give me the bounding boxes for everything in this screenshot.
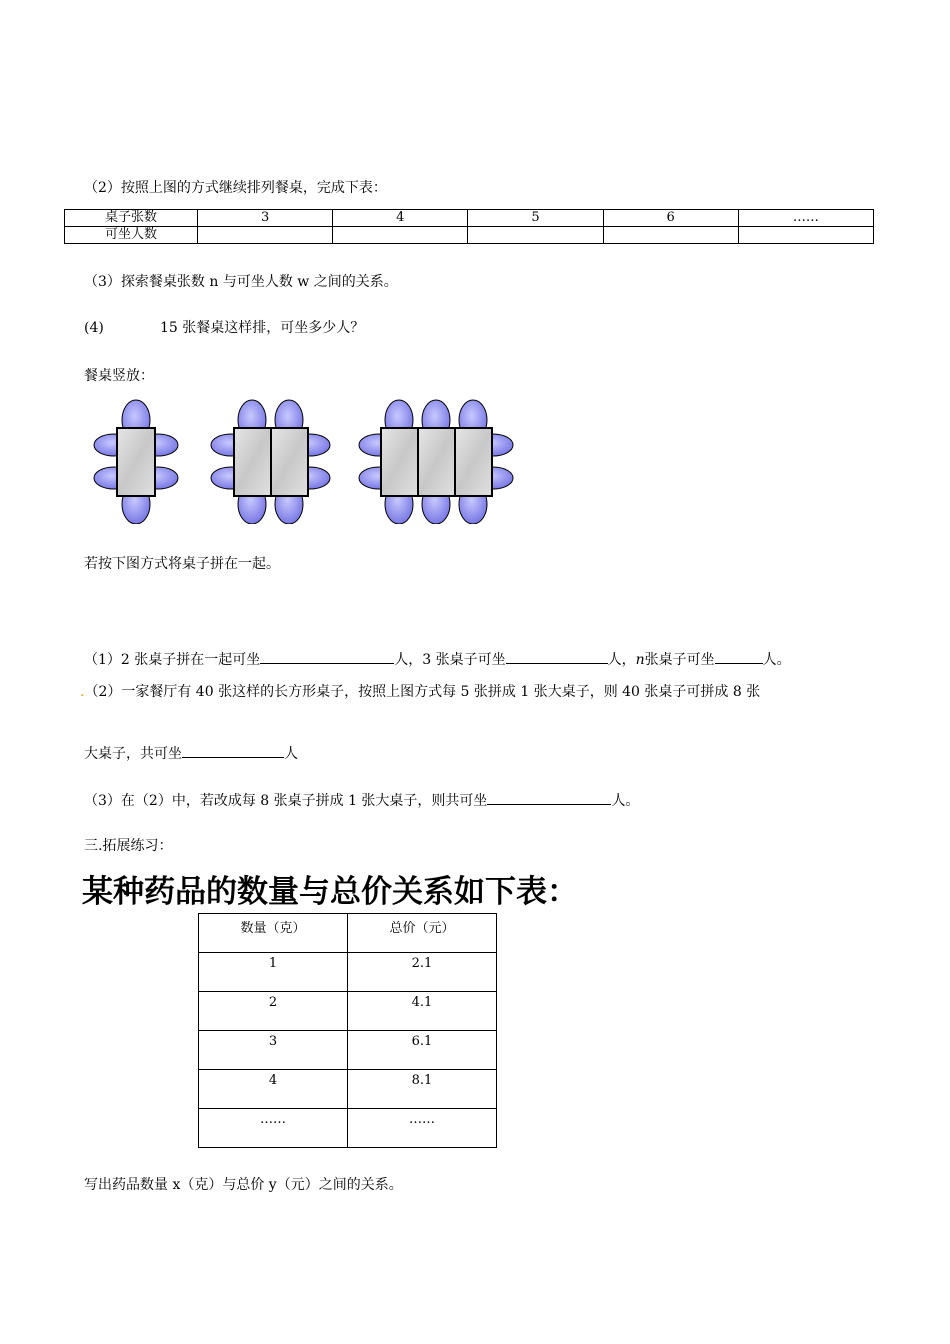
table-icon [418, 428, 455, 496]
table-cell: 4.1 [348, 992, 497, 1031]
part3-q2-text-a: 大桌子，共可坐 [84, 746, 182, 762]
part3-question-2-line2 [84, 743, 298, 763]
part3-q1-text-e: 人。 [762, 652, 791, 668]
table-header-cell: 桌子张数 [65, 210, 198, 227]
table-cell: 6.1 [348, 1031, 497, 1070]
part3-q1-text-c: 人， [607, 652, 636, 668]
answer-blank[interactable] [715, 649, 763, 664]
section3-heading: 某种药品的数量与总价关系如下表： [82, 874, 578, 910]
part3-question-1 [84, 649, 791, 669]
table-cell: 3 [198, 210, 333, 227]
part3-q3-text-a: （3）在（2）中，若改成每 8 张桌子拼成 1 张大桌子，则共可坐 [84, 793, 488, 809]
table-cell: 2.1 [348, 953, 497, 992]
question-3-text: （3）探索餐桌张数 n 与可坐人数 w 之间的关系。 [84, 274, 398, 290]
table-cell: …… [199, 1109, 348, 1148]
table-cell [468, 227, 603, 244]
table-cell [603, 227, 738, 244]
part3-q1-text-b: 人，3 张桌子可坐 [394, 652, 506, 668]
table-row [199, 914, 497, 953]
answer-blank[interactable] [260, 649, 394, 664]
answer-blank[interactable] [506, 649, 608, 664]
table-cell [198, 227, 333, 244]
vertical-tables-label: 餐桌竖放： [84, 368, 154, 384]
part3-q2-text-b: 人 [284, 746, 298, 762]
figure-caption: 若按下图方式将桌子拼在一起。 [84, 556, 280, 572]
table-cell: 5 [468, 210, 603, 227]
part3-q2-text: （2）一家餐厅有 40 张这样的长方形桌子，按照上图方式每 5 张拼成 1 张大桌子，则 40 张桌子可拼成 8 张 [84, 684, 761, 700]
variable-n: n [635, 652, 645, 668]
table-icon [381, 428, 418, 496]
section3-title: 三.拓展练习： [84, 838, 173, 854]
table-header-cell: 总价（元） [348, 914, 497, 953]
tables-seats-table [64, 209, 874, 244]
table-cell: 3 [199, 1031, 348, 1070]
section3-question: 写出药品数量 x（克）与总价 y（元）之间的关系。 [84, 1177, 403, 1193]
table-icon [234, 428, 271, 496]
table-cell: …… [738, 210, 873, 227]
table-row [199, 1070, 497, 1109]
table-cell [738, 227, 873, 244]
question-4-number: (4) [84, 320, 104, 336]
part3-q1-text-a: （1）2 张桌子拼在一起可坐 [84, 652, 261, 668]
answer-blank[interactable] [182, 743, 284, 758]
table-row [199, 1109, 497, 1148]
marker-dot: . [80, 684, 85, 700]
part3-q3-text-b: 人。 [611, 793, 640, 809]
table-row [65, 210, 874, 227]
question-2-text: （2）按照上图的方式继续排列餐桌，完成下表： [84, 180, 387, 196]
question-4-text: 15 张餐桌这样排，可坐多少人？ [160, 320, 365, 336]
three-tables-group [359, 400, 513, 524]
table-cell: 6 [603, 210, 738, 227]
part3-q1-text-d: 张桌子可坐 [644, 652, 715, 668]
table-icon [455, 428, 492, 496]
tables-arrangement-figure [88, 398, 528, 524]
part3-question-3 [84, 790, 639, 810]
table-cell: 2 [199, 992, 348, 1031]
table-cell: 1 [199, 953, 348, 992]
table-icon [117, 428, 155, 496]
table-header-cell: 数量（克） [199, 914, 348, 953]
table-header-cell: 可坐人数 [65, 227, 198, 244]
table-icon [271, 428, 308, 496]
table-cell: 4 [199, 1070, 348, 1109]
table-row [199, 953, 497, 992]
part3-question-2-line1 [80, 683, 760, 701]
table-cell: …… [348, 1109, 497, 1148]
one-table-group [94, 400, 178, 524]
table-cell [333, 227, 468, 244]
answer-blank[interactable] [487, 790, 611, 805]
two-tables-group [211, 400, 330, 524]
table-row [199, 1031, 497, 1070]
table-cell: 4 [333, 210, 468, 227]
medicine-price-table [198, 913, 497, 1148]
table-cell: 8.1 [348, 1070, 497, 1109]
table-row [199, 992, 497, 1031]
table-row [65, 227, 874, 244]
